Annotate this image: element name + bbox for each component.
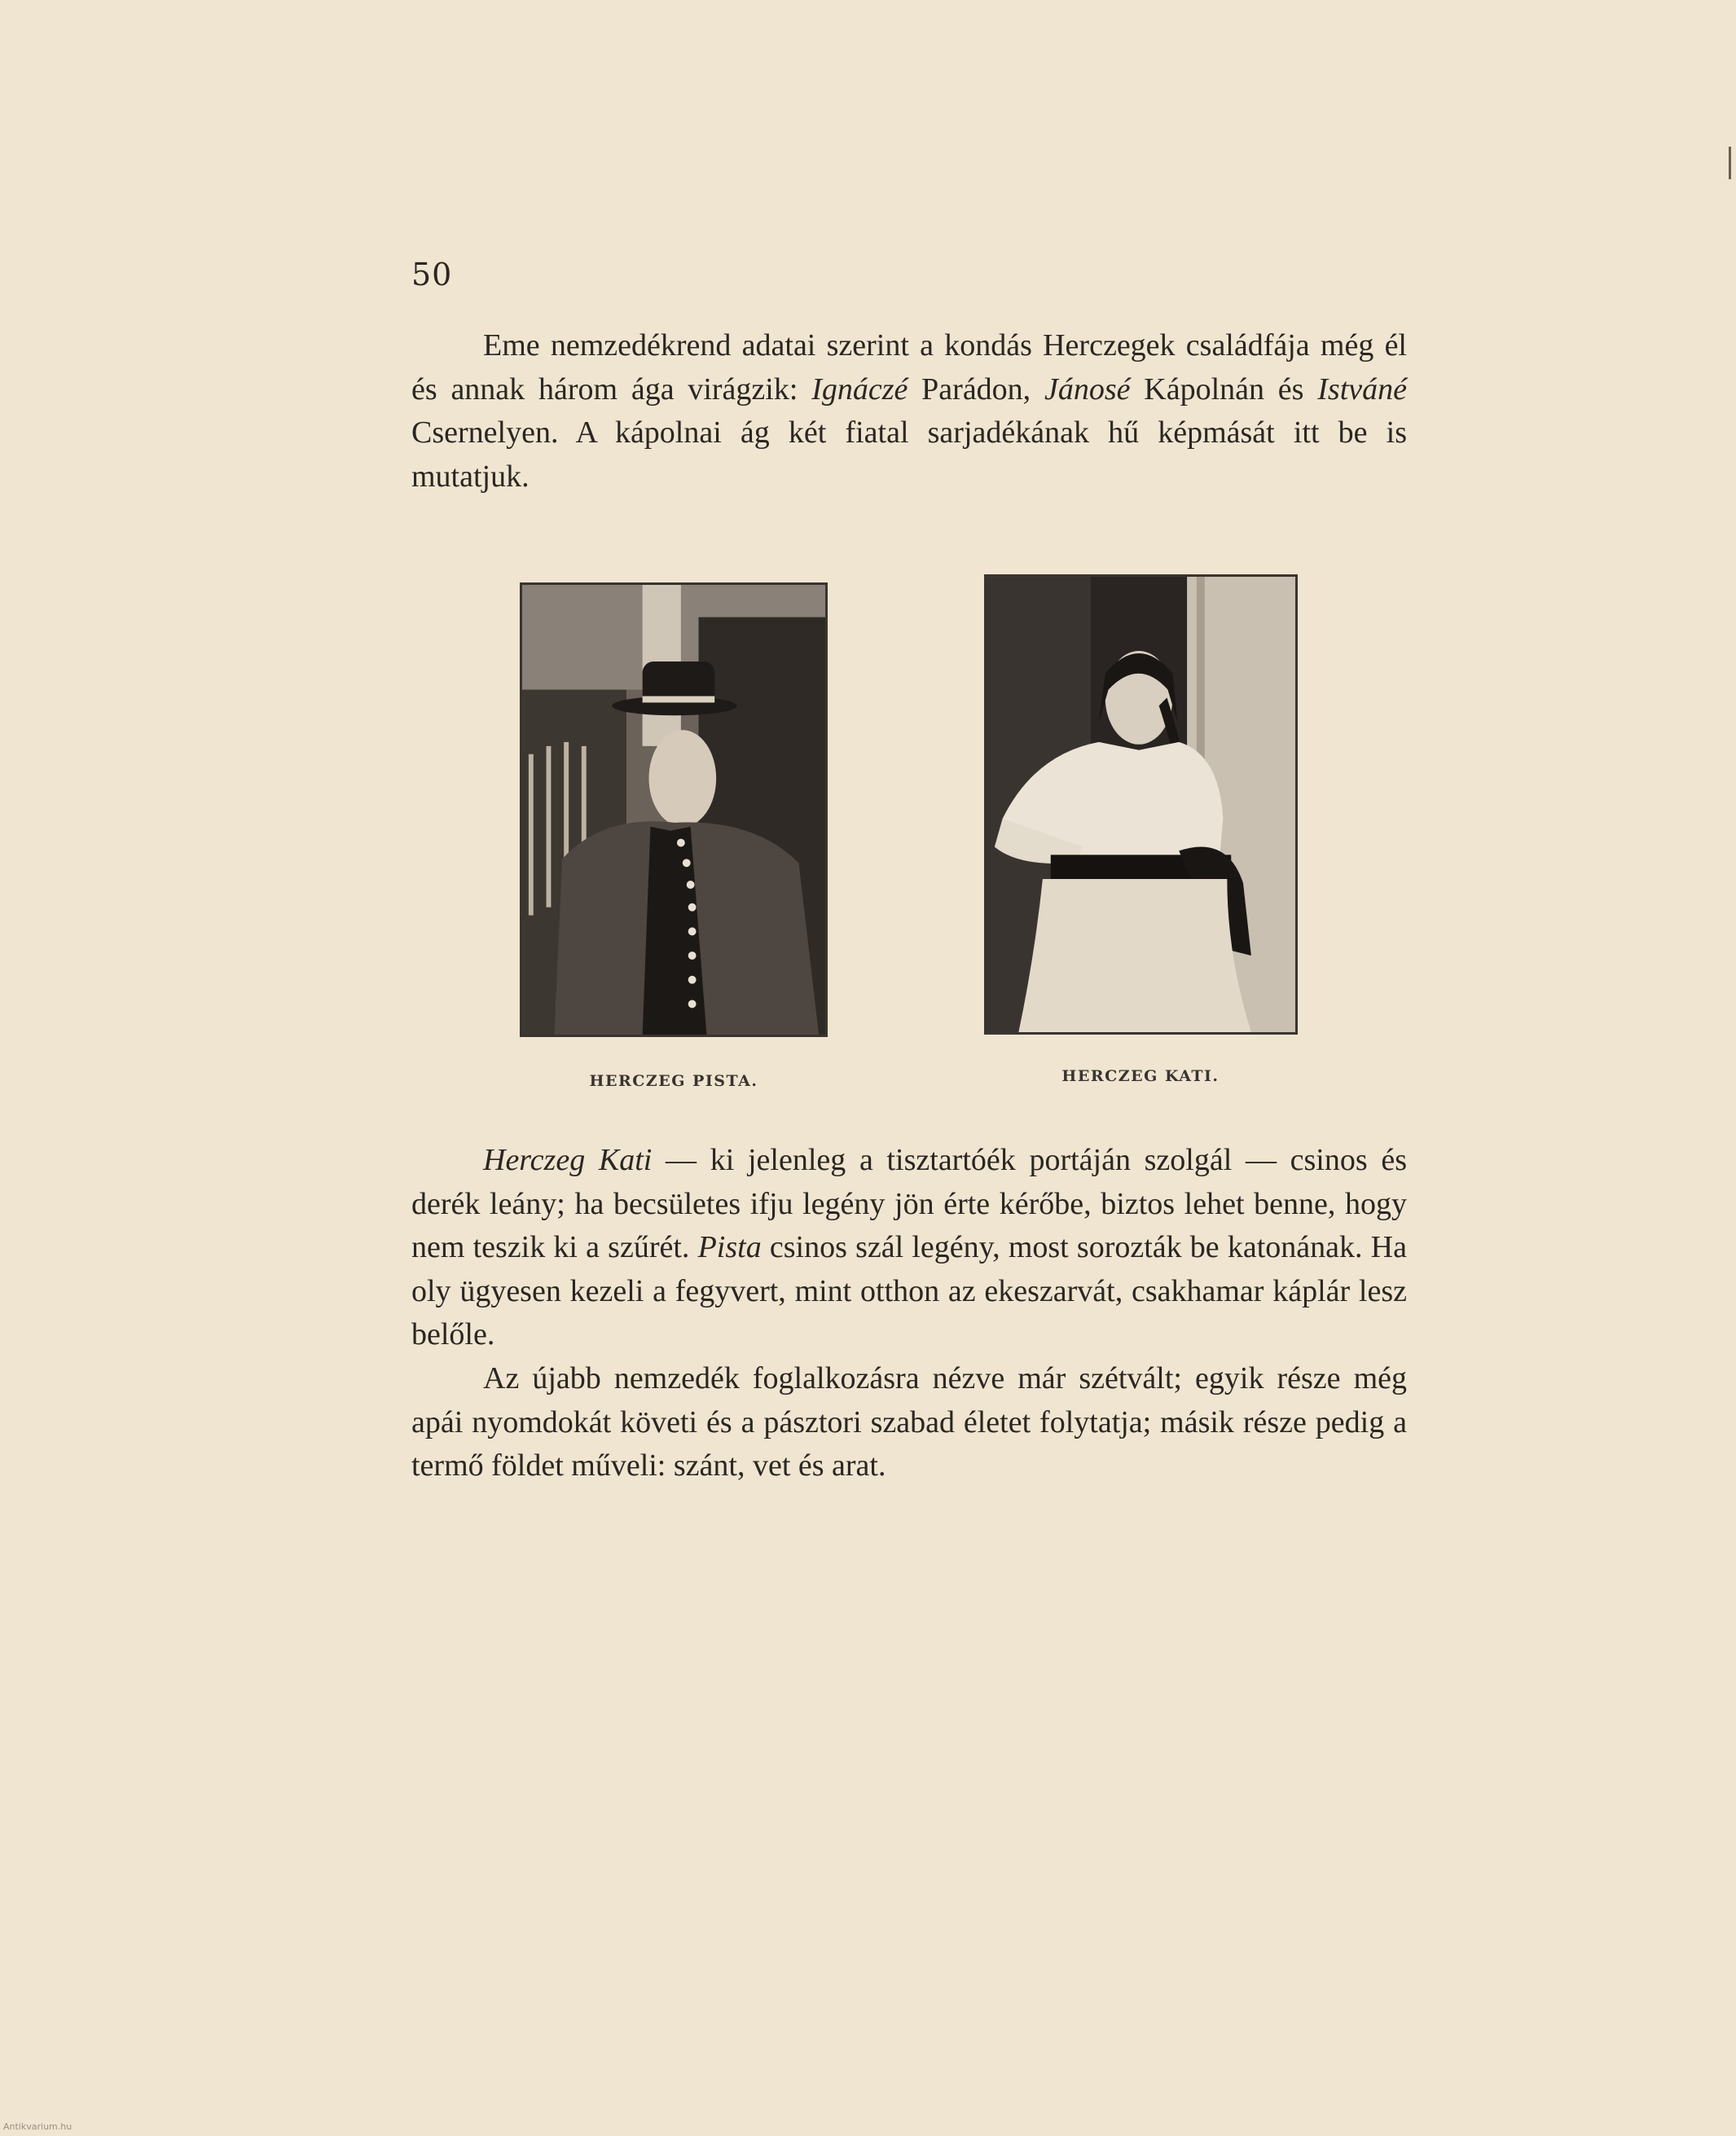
italic-name: Ignáczé xyxy=(811,371,908,407)
page-edge-mark xyxy=(1729,147,1731,179)
text-span: csinos szál legény, most sorozták be katonának. Ha oly ügyesen kezeli a fegyvert, mint otthon az ekeszarvát, csakhamar káplár lesz belőle. xyxy=(411,1230,1407,1351)
italic-name: Herczeg Kati xyxy=(483,1143,653,1177)
description-paragraph xyxy=(411,1139,1407,1357)
italic-name: Jánosé xyxy=(1044,371,1131,407)
portrait-man-image xyxy=(522,585,825,1035)
portrait-woman-image xyxy=(987,577,1295,1032)
closing-paragraph xyxy=(411,1357,1407,1488)
page-number: 50 xyxy=(411,257,453,292)
text-span: Parádon, xyxy=(908,371,1044,407)
text-span: Az újabb nemzedék foglalkozásra nézve már szétvált; egyik része még apái nyomdokát követi és a pásztori szabad életet folytatja; másik része pedig a termő földet műveli: szánt, vet és arat. xyxy=(411,1361,1407,1483)
text-span: Kápolnán és xyxy=(1130,371,1318,407)
portrait-photo-kati xyxy=(984,574,1298,1035)
intro-paragraph xyxy=(411,324,1407,499)
caption-pista: HERCZEG PISTA. xyxy=(589,1072,758,1090)
italic-name: Pista xyxy=(697,1230,762,1264)
text-span: — ki jelenleg a tisztartóék portáján szolgál — csinos és derék leány; ha becsületes ifju legény jön érte kérőbe, biztos lehet benne, hogy nem teszik ki a szűrét. xyxy=(411,1143,1407,1264)
portrait-photo-pista xyxy=(520,582,828,1037)
text-span: Csernelyen. A kápolnai ág két fiatal sarjadékának hű képmását itt be is mutatjuk. xyxy=(411,415,1407,494)
italic-name: Istváné xyxy=(1317,371,1407,407)
watermark: Antikvarium.hu xyxy=(3,2121,73,2132)
text-span: Eme nemzedékrend adatai szerint a kondás Herczegek családfája még él és annak három ága virágzik: xyxy=(411,328,1407,407)
caption-kati: HERCZEG KATI. xyxy=(1061,1067,1220,1085)
